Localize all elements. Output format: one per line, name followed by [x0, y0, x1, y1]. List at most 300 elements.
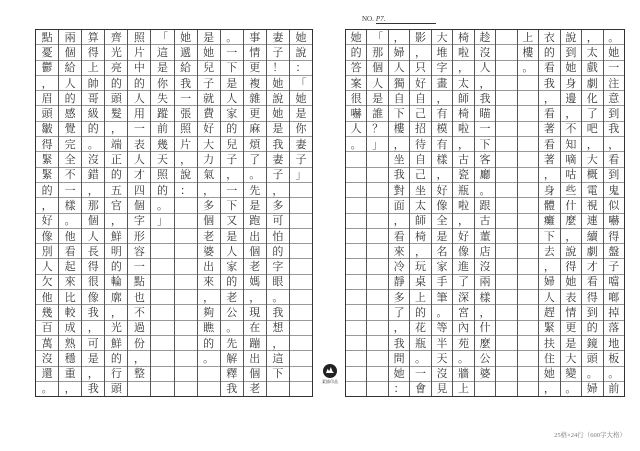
- grid-cell: 來: [198, 275, 220, 290]
- grid-cell: 天: [151, 152, 173, 167]
- grid-cell: 鏡: [582, 336, 602, 351]
- grid-cell: 怕: [267, 229, 289, 244]
- grid-cell: [496, 76, 516, 91]
- grid-cell: [290, 183, 312, 198]
- grid-cell: 妻: [267, 152, 289, 167]
- grid-cell: 鬱: [36, 61, 58, 76]
- grid-cell: 下: [475, 137, 495, 152]
- grid-cell: 人: [36, 259, 58, 274]
- grid-cell: 好: [432, 183, 452, 198]
- grid-cell: 嘀: [561, 152, 581, 167]
- grid-cell: 宮: [453, 305, 473, 320]
- manuscript-column: [366, 30, 387, 396]
- grid-cell: 更: [244, 106, 266, 121]
- grid-cell: 手: [432, 275, 452, 290]
- grid-cell: [198, 367, 220, 382]
- grid-cell: 知: [561, 137, 581, 152]
- grid-cell: [496, 152, 516, 167]
- grid-cell: 多: [389, 290, 409, 305]
- grid-cell: 面: [389, 198, 409, 213]
- grid-cell: 得: [604, 229, 624, 244]
- grid-cell: 待: [410, 137, 430, 152]
- manuscript-column: [266, 30, 289, 396]
- grid-cell: [496, 336, 516, 351]
- grid-cell: 看: [539, 61, 559, 76]
- grid-cell: 這: [267, 351, 289, 366]
- grid-cell: 瓶: [410, 336, 430, 351]
- grid-cell: 椅: [453, 106, 473, 121]
- grid-cell: 桌: [410, 275, 430, 290]
- grid-cell: 整: [128, 367, 150, 382]
- grid-cell: 苑: [453, 336, 473, 351]
- grid-cell: 會: [415, 382, 427, 396]
- grid-cell: 嚇: [604, 214, 624, 229]
- grid-cell: 了: [389, 305, 409, 320]
- grid-cell: 什: [561, 198, 581, 213]
- grid-cell: [151, 244, 173, 259]
- grid-cell: 了: [582, 106, 602, 121]
- grid-cell: 照: [175, 122, 197, 137]
- page-number-header: [362, 15, 436, 24]
- grid-cell: 樓: [518, 45, 538, 60]
- grid-cell: 一: [128, 259, 150, 274]
- grid-cell: 光: [105, 321, 127, 336]
- grid-cell: ，: [175, 152, 197, 167]
- grid-cell: [128, 382, 150, 396]
- grid-cell: 說: [561, 30, 581, 45]
- grid-cell: [290, 229, 312, 244]
- grid-cell: [496, 168, 516, 183]
- grid-cell: 媽: [244, 275, 266, 290]
- grid-cell: 完: [59, 137, 81, 152]
- grid-cell: 光: [105, 45, 127, 60]
- grid-cell: 的: [105, 351, 127, 366]
- grid-cell: 多: [267, 198, 289, 213]
- manuscript-column: [220, 30, 243, 396]
- grid-cell: 更: [244, 61, 266, 76]
- grid-cell: 看: [539, 106, 559, 121]
- grid-cell: [518, 275, 538, 290]
- grid-cell: [518, 259, 538, 274]
- grid-cell: 樣: [432, 152, 452, 167]
- grid-cell: 老: [221, 290, 243, 305]
- grid-cell: 深: [453, 290, 473, 305]
- grid-cell: 出: [244, 229, 266, 244]
- grid-cell: [518, 382, 538, 396]
- grid-cell: 到: [561, 45, 581, 60]
- grid-cell: 幾: [151, 137, 173, 152]
- grid-cell: 視: [582, 198, 602, 213]
- grid-cell: 店: [475, 244, 495, 259]
- grid-cell: 兒: [221, 137, 243, 152]
- grid-cell: 兒: [198, 61, 220, 76]
- grid-cell: [346, 305, 366, 320]
- grid-cell: [367, 259, 387, 274]
- grid-cell: 他: [36, 290, 58, 305]
- grid-cell: 髮: [105, 106, 127, 121]
- manuscript-column: [104, 30, 127, 396]
- grid-cell: 那: [82, 198, 104, 213]
- grid-cell: 的: [82, 122, 104, 137]
- grid-cell: 公: [475, 351, 495, 366]
- grid-cell: [346, 290, 366, 305]
- grid-cell: [290, 290, 312, 305]
- grid-cell: 啦: [453, 122, 473, 137]
- grid-cell: 的: [346, 45, 366, 60]
- grid-cell: ，: [582, 137, 602, 152]
- grid-cell: 化: [582, 91, 602, 106]
- grid-cell: 影: [410, 30, 430, 45]
- grid-cell: ，: [539, 168, 559, 183]
- grid-cell: ，: [105, 305, 127, 320]
- grid-cell: 的: [198, 336, 220, 351]
- grid-cell: [367, 152, 387, 167]
- grid-cell: 板: [604, 351, 624, 366]
- grid-cell: [290, 275, 312, 290]
- grid-cell: 太: [410, 198, 430, 213]
- grid-cell: 地: [604, 336, 624, 351]
- grid-cell: 鮮: [105, 229, 127, 244]
- grid-cell: 看: [582, 275, 602, 290]
- grid-cell: ，: [432, 91, 452, 106]
- grid-cell: 啦: [453, 198, 473, 213]
- grid-cell: 沒: [432, 367, 452, 382]
- grid-cell: [367, 336, 387, 351]
- grid-cell: 感: [59, 106, 81, 121]
- grid-cell: [151, 351, 173, 366]
- grid-cell: 釋: [221, 367, 243, 382]
- grid-cell: 牆: [453, 367, 473, 382]
- grid-cell: 婆: [475, 367, 495, 382]
- grid-spec-label: 25格×24行（600字大格）: [554, 432, 626, 439]
- grid-cell: 的: [105, 168, 127, 183]
- grid-cell: 個: [59, 45, 81, 60]
- grid-cell: 像: [36, 229, 58, 244]
- grid-cell: 煩: [244, 137, 266, 152]
- grid-cell: 坐: [410, 183, 430, 198]
- grid-cell: 是: [221, 229, 243, 244]
- grid-cell: 下: [539, 229, 559, 244]
- grid-cell: [151, 305, 173, 320]
- grid-cell: 我: [87, 382, 99, 396]
- grid-cell: 明: [105, 244, 127, 259]
- grid-cell: [290, 198, 312, 213]
- grid-cell: 看: [604, 152, 624, 167]
- grid-cell: ，: [561, 106, 581, 121]
- grid-cell: 給: [175, 61, 197, 76]
- grid-cell: 招: [410, 122, 430, 137]
- grid-cell: 說: [267, 91, 289, 106]
- grid-cell: 一: [128, 122, 150, 137]
- grid-cell: 氣: [198, 168, 220, 183]
- grid-cell: [290, 367, 312, 382]
- grid-cell: ，: [389, 214, 409, 229]
- grid-cell: [346, 275, 366, 290]
- grid-cell: 沒: [475, 259, 495, 274]
- grid-cell: 頭: [105, 91, 127, 106]
- grid-cell: 可: [82, 336, 104, 351]
- manuscript-column: [495, 30, 516, 396]
- grid-cell: 人: [128, 152, 150, 167]
- grid-cell: 的: [267, 244, 289, 259]
- grid-cell: 形: [128, 229, 150, 244]
- grid-cell: ，: [105, 214, 127, 229]
- grid-cell: [175, 244, 197, 259]
- grid-cell: 名: [432, 244, 452, 259]
- grid-cell: [367, 244, 387, 259]
- grid-cell: ，: [475, 305, 495, 320]
- grid-cell: [496, 275, 516, 290]
- grid-cell: 好: [198, 122, 220, 137]
- grid-cell: 個: [367, 61, 387, 76]
- grid-cell: 著: [539, 122, 559, 137]
- grid-cell: 客: [475, 152, 495, 167]
- grid-cell: 重: [59, 367, 81, 382]
- grid-cell: 一: [475, 122, 495, 137]
- grid-cell: 些: [561, 183, 581, 198]
- grid-cell: 」: [290, 168, 312, 183]
- grid-cell: [518, 351, 538, 366]
- grid-cell: 筆: [432, 290, 452, 305]
- grid-cell: 在: [244, 321, 266, 336]
- grid-cell: 。: [410, 351, 430, 366]
- grid-cell: [151, 336, 173, 351]
- grid-cell: 注: [604, 76, 624, 91]
- grid-cell: ，: [410, 244, 430, 259]
- grid-cell: 癱: [539, 214, 559, 229]
- grid-cell: 人: [221, 91, 243, 106]
- grid-cell: 沒: [475, 45, 495, 60]
- grid-cell: 什: [475, 321, 495, 336]
- grid-cell: [367, 229, 387, 244]
- grid-cell: 了: [453, 275, 473, 290]
- grid-cell: [346, 183, 366, 198]
- grid-cell: [367, 305, 387, 320]
- grid-cell: [496, 290, 516, 305]
- grid-cell: 續: [582, 229, 602, 244]
- grid-cell: ，: [453, 137, 473, 152]
- grid-cell: 才: [128, 168, 150, 183]
- grid-cell: 多: [198, 198, 220, 213]
- grid-cell: [367, 321, 387, 336]
- grid-cell: 跟: [475, 198, 495, 213]
- grid-cell: [518, 244, 538, 259]
- grid-cell: 沒: [82, 152, 104, 167]
- manuscript-column: [243, 30, 266, 396]
- grid-cell: 人: [59, 76, 81, 91]
- grid-cell: 答: [346, 61, 366, 76]
- grid-cell: [175, 290, 197, 305]
- grid-cell: 婦: [389, 45, 409, 60]
- grid-cell: 失: [151, 91, 173, 106]
- grid-cell: 輪: [105, 275, 127, 290]
- grid-cell: 表: [128, 137, 150, 152]
- grid-cell: [290, 336, 312, 351]
- grid-cell: [518, 183, 538, 198]
- grid-cell: 的: [410, 305, 430, 320]
- grid-cell: 。: [475, 183, 495, 198]
- grid-cell: 她: [604, 45, 624, 60]
- grid-cell: 情: [561, 305, 581, 320]
- grid-cell: 的: [221, 275, 243, 290]
- grid-cell: 。: [198, 351, 220, 366]
- grid-cell: 一: [175, 91, 197, 106]
- grid-cell: 情: [244, 45, 266, 60]
- grid-cell: [496, 244, 516, 259]
- manuscript-column: [388, 30, 409, 396]
- grid-cell: 電: [582, 183, 602, 198]
- grid-cell: 別: [36, 244, 58, 259]
- grid-cell: 得: [82, 45, 104, 60]
- grid-cell: 現: [244, 305, 266, 320]
- grid-cell: 她: [175, 30, 197, 45]
- grid-cell: 欠: [36, 275, 58, 290]
- no-label: NO.: [362, 15, 374, 23]
- grid-cell: 畫: [432, 76, 452, 91]
- grid-cell: 說: [561, 244, 581, 259]
- grid-cell: 有: [432, 137, 452, 152]
- grid-cell: 才: [582, 259, 602, 274]
- grid-cell: 我: [389, 168, 409, 183]
- grid-cell: [518, 198, 538, 213]
- grid-cell: 那: [367, 45, 387, 60]
- grid-cell: [496, 305, 516, 320]
- grid-cell: 中: [128, 61, 150, 76]
- grid-cell: ，: [36, 198, 58, 213]
- grid-cell: 字: [128, 214, 150, 229]
- grid-cell: 像: [453, 244, 473, 259]
- grid-cell: 得: [36, 137, 58, 152]
- grid-cell: 跑: [244, 214, 266, 229]
- grid-cell: [496, 137, 516, 152]
- grid-cell: 妻: [290, 137, 312, 152]
- grid-cell: 問: [389, 351, 409, 366]
- grid-cell: [346, 244, 366, 259]
- grid-cell: 全: [59, 152, 81, 167]
- grid-cell: 力: [198, 152, 220, 167]
- grid-cell: [496, 198, 516, 213]
- grid-cell: 劇: [582, 76, 602, 91]
- grid-cell: 。: [453, 351, 473, 366]
- manuscript-column: [174, 30, 197, 396]
- grid-cell: 是: [290, 106, 312, 121]
- grid-cell: 老: [198, 229, 220, 244]
- grid-cell: 冷: [389, 259, 409, 274]
- manuscript-column: [560, 30, 581, 396]
- grid-cell: 到: [582, 305, 602, 320]
- grid-cell: 過: [128, 321, 150, 336]
- grid-cell: 鬼: [604, 183, 624, 198]
- manuscript-column: [452, 30, 473, 396]
- grid-cell: ，: [36, 76, 58, 91]
- grid-cell: 她: [198, 45, 220, 60]
- grid-cell: 個: [198, 214, 220, 229]
- grid-cell: 的: [128, 76, 150, 91]
- grid-cell: [496, 229, 516, 244]
- grid-cell: 廳: [475, 168, 495, 183]
- grid-cell: 說: [175, 168, 197, 183]
- grid-cell: 她: [539, 367, 559, 382]
- grid-cell: [346, 214, 366, 229]
- grid-cell: 內: [453, 321, 473, 336]
- grid-cell: 遞: [175, 45, 197, 60]
- grid-cell: 給: [59, 61, 81, 76]
- grid-cell: 大: [582, 152, 602, 167]
- grid-cell: 模: [432, 122, 452, 137]
- grid-cell: [518, 305, 538, 320]
- grid-cell: [175, 336, 197, 351]
- grid-cell: ，: [453, 61, 473, 76]
- grid-cell: [290, 351, 312, 366]
- grid-cell: 她: [290, 30, 312, 45]
- grid-cell: 費: [198, 106, 220, 121]
- grid-cell: 我: [475, 91, 495, 106]
- grid-cell: 邊: [561, 91, 581, 106]
- grid-cell: 複: [244, 76, 266, 91]
- grid-cell: 五: [105, 183, 127, 198]
- grid-cell: 身: [539, 183, 559, 198]
- grid-cell: 蹤: [151, 106, 173, 121]
- manuscript-column: [409, 30, 430, 396]
- manuscript-column: [538, 30, 559, 396]
- grid-cell: [496, 321, 516, 336]
- grid-cell: 是: [151, 61, 173, 76]
- grid-cell: 眉: [36, 91, 58, 106]
- grid-cell: 婦: [539, 275, 559, 290]
- grid-cell: 體: [539, 198, 559, 213]
- grid-cell: [496, 214, 516, 229]
- grid-cell: 我: [267, 137, 289, 152]
- grid-cell: 可: [267, 214, 289, 229]
- grid-cell: 等: [432, 321, 452, 336]
- grid-cell: 先: [221, 336, 243, 351]
- logo-text: 素描印品: [322, 379, 338, 384]
- grid-cell: 意: [604, 91, 624, 106]
- grid-cell: 的: [59, 91, 81, 106]
- grid-cell: 蹦: [244, 336, 266, 351]
- grid-cell: 緊: [539, 321, 559, 336]
- grid-cell: [367, 351, 387, 366]
- logo-icon: [323, 364, 337, 378]
- grid-cell: 有: [432, 106, 452, 121]
- grid-cell: 婆: [198, 244, 220, 259]
- grid-cell: 又: [221, 214, 243, 229]
- grid-cell: 算: [82, 30, 104, 45]
- grid-cell: 的: [36, 183, 58, 198]
- grid-cell: 了: [244, 152, 266, 167]
- grid-cell: 人: [475, 61, 495, 76]
- grid-cell: 著: [539, 152, 559, 167]
- grid-cell: 子: [198, 76, 220, 91]
- grid-cell: 。: [59, 214, 81, 229]
- grid-cell: 掉: [604, 305, 624, 320]
- grid-cell: 字: [432, 61, 452, 76]
- grid-cell: [346, 321, 366, 336]
- grid-cell: 上: [82, 61, 104, 76]
- grid-cell: ，: [410, 45, 430, 60]
- grid-cell: [496, 91, 516, 106]
- grid-cell: [518, 168, 538, 183]
- grid-cell: 她: [389, 367, 409, 382]
- grid-cell: 來: [59, 275, 81, 290]
- grid-cell: 。: [244, 168, 266, 183]
- grid-cell: 子: [267, 45, 289, 60]
- grid-cell: 老: [249, 382, 261, 396]
- manuscript-column: [431, 30, 452, 396]
- grid-cell: 麼: [561, 214, 581, 229]
- grid-cell: 緊: [36, 168, 58, 183]
- grid-cell: 字: [267, 259, 289, 274]
